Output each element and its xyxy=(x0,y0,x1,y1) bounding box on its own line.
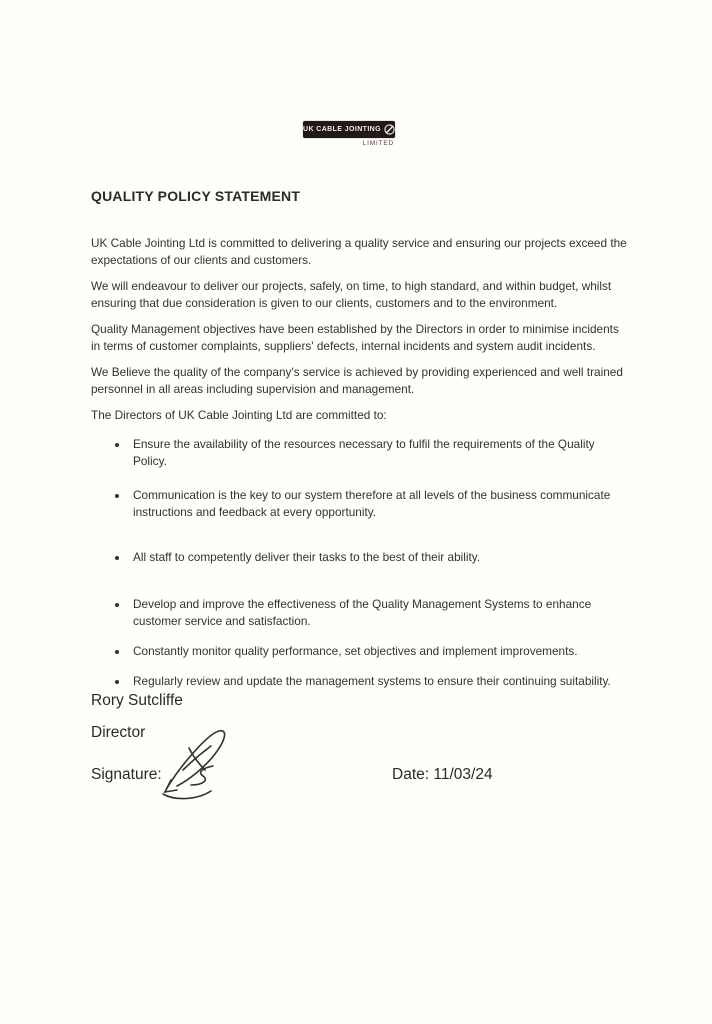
date-field xyxy=(392,766,493,784)
paragraph-directors-intro: The Directors of UK Cable Jointing Ltd are committed to: xyxy=(91,408,387,422)
logo-limited-text: LIMITED xyxy=(362,140,394,147)
list-item: • Communication is the key to our system therefore at all levels of the business communicate instructions and feedback at every opportunity. xyxy=(129,487,628,521)
paragraph-delivery: We will endeavour to deliver our projects, safely, on time, to high standard, and within budget, whilst ensuring that due consideration is given to our clients, customers and to the environment. xyxy=(91,279,612,310)
company-logo xyxy=(303,121,395,147)
signature-block xyxy=(91,692,628,814)
paragraph-commitment: UK Cable Jointing Ltd is committed to delivering a quality service and ensuring our projects exceed the expectations of our clients and customers. xyxy=(91,236,627,267)
paragraph-personnel: We Believe the quality of the company's service is achieved by providing experienced and well trained personnel in all areas including supervision and management. xyxy=(91,365,623,396)
date-label: Date: xyxy=(392,766,430,783)
list-item: • Constantly monitor quality performance, set objectives and implement improvements. xyxy=(129,643,628,660)
cable-circle-icon xyxy=(384,124,395,135)
document-body xyxy=(91,188,628,690)
logo-brand-text: UK CABLE JOINTING xyxy=(303,126,381,133)
signatory-role: Director xyxy=(91,724,146,741)
date-value: 11/03/24 xyxy=(433,766,493,783)
signatory-name: Rory Sutcliffe xyxy=(91,692,183,709)
list-item: • Develop and improve the effectiveness of the Quality Management Systems to enhance customer service and satisfaction. xyxy=(129,596,628,630)
signature-row xyxy=(91,754,628,814)
policy-bullet-list xyxy=(91,436,628,690)
handwritten-signature xyxy=(153,722,239,804)
page-title: QUALITY POLICY STATEMENT xyxy=(91,188,301,204)
logo-box xyxy=(303,121,395,138)
list-item: • Regularly review and update the management systems to ensure their continuing suitability. xyxy=(129,673,628,690)
list-item: • Ensure the availability of the resources necessary to fulfil the requirements of the Quality Policy. xyxy=(129,436,628,470)
signature-label: Signature: xyxy=(91,766,162,783)
paragraph-objectives: Quality Management objectives have been established by the Directors in order to minimise incidents in terms of customer complaints, suppliers' defects, internal incidents and system audit incidents. xyxy=(91,322,619,353)
list-item: • All staff to competently deliver their tasks to the best of their ability. xyxy=(129,549,628,566)
